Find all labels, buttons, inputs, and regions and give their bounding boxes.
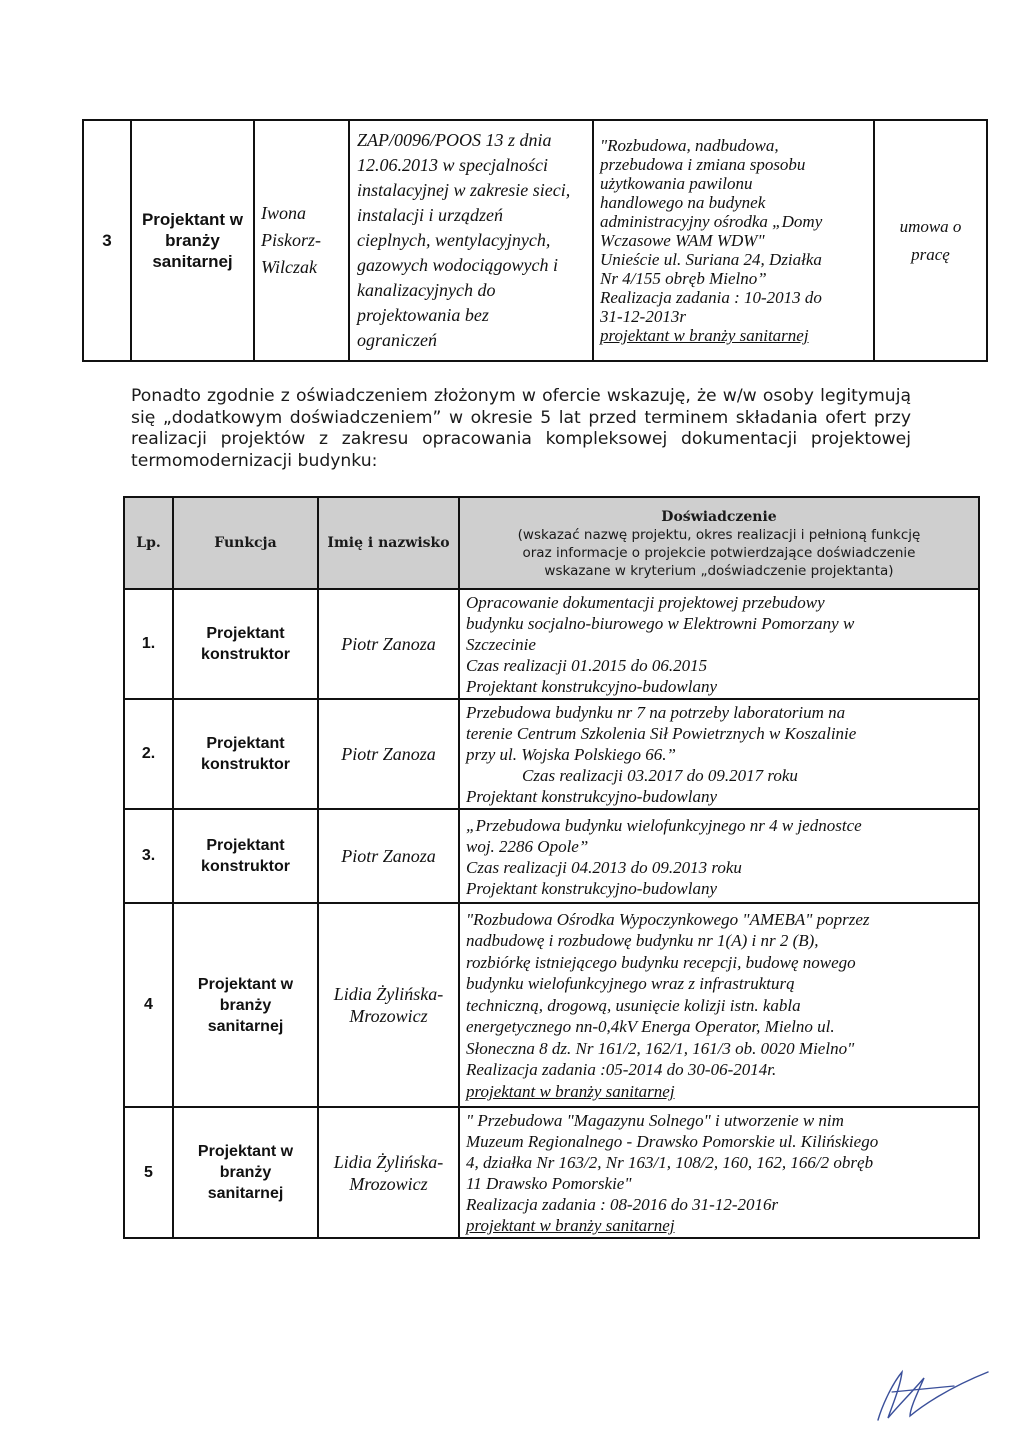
qualification-line: cieplnych, wentylacyjnych, (357, 230, 551, 250)
function-cell: Projektant w branży sanitarnej (131, 120, 254, 361)
experience-role: projektant w branży sanitarnej (600, 326, 809, 345)
experience-line: Muzeum Regionalnego - Drawsko Pomorskie ul. Kilińskiego (466, 1132, 879, 1151)
experience-line: Realizacja zadania :05-2014 do 30-06-2014r. (466, 1060, 777, 1080)
table-row (124, 1107, 979, 1238)
function-cell (173, 1107, 318, 1238)
experience-line: Przebudowa budynku nr 7 na potrzeby laboratorium na (466, 703, 846, 722)
table-row (83, 120, 987, 361)
lp-cell: 4 (124, 903, 173, 1107)
experience-cell (593, 120, 874, 361)
table-header-row (124, 497, 979, 589)
name-line: Iwona (261, 203, 306, 223)
function-cell (173, 589, 318, 699)
experience-line: administracyjny ośrodka „Domy (600, 212, 823, 231)
experience-line: „Przebudowa budynku wielofunkcyjnego nr 4 w jednostce (466, 815, 862, 835)
name-cell (318, 1107, 459, 1238)
lp-cell: 2. (124, 699, 173, 809)
contract-cell (874, 120, 987, 361)
name-cell (318, 809, 459, 903)
lp-cell: 1. (124, 589, 173, 699)
experience-cell (459, 809, 979, 903)
experience-table (123, 496, 980, 1239)
experience-line: techniczną, drogową, usunięcie kolizji istn. kabla (466, 995, 801, 1015)
experience-line: terenie Centrum Szkolenia Sił Powietrznych w Koszalinie (466, 724, 857, 743)
experience-line: budynku wielofunkcyjnego wraz z infrastrukturą (466, 974, 795, 994)
function-line: sanitarnej (207, 1185, 284, 1202)
experience-line: budynku socjalno-biurowego w Elektrowni Pomorzany w (466, 614, 855, 633)
experience-line: "Rozbudowa, nadbudowa, (600, 136, 779, 155)
table-row (124, 589, 979, 699)
experience-cell (459, 1107, 979, 1238)
table-row (124, 699, 979, 809)
function-line: Projektant (206, 837, 285, 854)
function-line: Projektant (206, 625, 285, 642)
experience-cell (459, 699, 979, 809)
function-cell (173, 903, 318, 1107)
name-line: Wilczak (261, 257, 317, 277)
function-line: konstruktor (201, 756, 290, 773)
function-line: konstruktor (201, 858, 290, 875)
experience-role: projektant w branży sanitarnej (466, 1216, 675, 1235)
name-line: Lidia Żylińska- (333, 1151, 444, 1172)
experience-line: Projektant konstrukcyjno-budowlany (466, 878, 718, 898)
qualifications-table (82, 119, 988, 362)
header-experience (459, 497, 979, 589)
name-line: Piskorz- (261, 230, 321, 250)
experience-line: Wczasowe WAM WDW" (600, 231, 765, 250)
experience-line: rozbiórkę istniejącego budynku recepcji, budowę nowego (466, 952, 856, 972)
function-line: branży (219, 1164, 272, 1181)
name-cell (318, 699, 459, 809)
experience-line: Czas realizacji 04.2013 do 09.2013 roku (466, 857, 742, 877)
intro-paragraph: Ponadto zgodnie z oświadczeniem złożonym w ofercie wskazuję, że w/w osoby legitymują się „dodatkowym doświadczeniem” w okresie 5 lat przed terminem składania ofert przy realizacji projektów z zakresu opracowania kompleksowej dokumentacji projektowej termomodernizacji budynku: (131, 386, 911, 471)
header-experience-title: Doświadczenie (661, 508, 777, 525)
experience-line: 31-12-2013r (600, 307, 686, 326)
experience-line: Realizacja zadania : 10-2013 do (600, 288, 822, 307)
qualification-line: kanalizacyjnych do (357, 280, 496, 300)
contract-line: pracę (911, 244, 950, 264)
qualification-line: projektowania bez (357, 305, 489, 325)
header-experience-note: (wskazać nazwę projektu, okres realizacji i pełnioną funkcję (517, 526, 921, 543)
table-row (124, 809, 979, 903)
lp-cell: 3 (83, 120, 131, 361)
header-lp: Lp. (124, 497, 173, 589)
lp-cell: 3. (124, 809, 173, 903)
lp-cell: 5 (124, 1107, 173, 1238)
experience-line: użytkowania pawilonu (600, 174, 753, 193)
name-line: Piotr Zanoza (341, 846, 436, 866)
name-line: Piotr Zanoza (341, 634, 436, 654)
name-cell (318, 589, 459, 699)
experience-line: Realizacja zadania : 08-2016 do 31-12-2016r (466, 1195, 779, 1214)
function-line: Projektant w (197, 975, 294, 993)
experience-line: 11 Drawsko Pomorskie" (466, 1174, 632, 1193)
qualification-line: ZAP/0096/POOS 13 z dnia (357, 130, 552, 150)
function-line: branży (219, 996, 272, 1014)
experience-line: woj. 2286 Opole” (466, 836, 589, 856)
name-cell (318, 903, 459, 1107)
experience-line: " Przebudowa "Magazynu Solnego" i utworzenie w nim (466, 1111, 844, 1130)
qualification-line: ograniczeń (357, 330, 437, 350)
table-row (124, 903, 979, 1107)
experience-line: "Rozbudowa Ośrodka Wypoczynkowego "AMEBA" poprzez (466, 909, 870, 929)
function-line: Projektant w (197, 1143, 294, 1160)
function-cell (173, 699, 318, 809)
signature-image (862, 1362, 992, 1426)
function-line: konstruktor (201, 646, 290, 663)
experience-line: przy ul. Wojska Polskiego 66.” (466, 745, 676, 764)
experience-line: Słoneczna 8 dz. Nr 161/2, 162/1, 161/3 ob. 0020 Mielno" (466, 1038, 855, 1058)
name-line: Piotr Zanoza (341, 744, 436, 764)
header-name: Imię i nazwisko (318, 497, 459, 589)
experience-line: Opracowanie dokumentacji projektowej przebudowy (466, 593, 825, 612)
header-experience-note: oraz informacje o projekcie potwierdzające doświadczenie (522, 544, 916, 561)
experience-line: handlowego na budynek (600, 193, 766, 212)
name-line: Mrozowicz (349, 1173, 428, 1194)
experience-line: Projektant konstrukcyjno-budowlany (466, 787, 718, 806)
name-line: Mrozowicz (349, 1006, 428, 1026)
experience-line: Unieście ul. Suriana 24, Działka (600, 250, 822, 269)
qualification-line: instalacji i urządzeń (357, 205, 504, 225)
qualification-cell (349, 120, 593, 361)
name-line: Lidia Żylińska- (333, 984, 444, 1004)
qualification-line: instalacyjnej w zakresie sieci, (357, 180, 571, 200)
name-cell (254, 120, 349, 361)
qualification-line: 12.06.2013 w specjalności (357, 155, 548, 175)
experience-line: Czas realizacji 01.2015 do 06.2015 (466, 656, 708, 675)
experience-cell (459, 589, 979, 699)
experience-line: Szczecinie (466, 635, 536, 654)
function-line: Projektant (206, 735, 285, 752)
header-experience-note: wskazane w kryterium „doświadczenie projektanta) (544, 562, 894, 579)
experience-line: Czas realizacji 03.2017 do 09.2017 roku (522, 766, 798, 785)
experience-role: projektant w branży sanitarnej (466, 1081, 675, 1101)
experience-line: Nr 4/155 obręb Mielno” (600, 269, 767, 288)
contract-line: umowa o (899, 216, 962, 236)
function-cell (173, 809, 318, 903)
experience-cell (459, 903, 979, 1107)
qualification-line: gazowych wodociągowych i (357, 255, 558, 275)
header-function: Funkcja (173, 497, 318, 589)
experience-line: przebudowa i zmiana sposobu (600, 155, 806, 174)
experience-line: nadbudowę i rozbudowę budynku nr 1(A) i nr 2 (B), (466, 931, 819, 951)
experience-line: 4, działka Nr 163/2, Nr 163/1, 108/2, 160, 162, 166/2 obręb (466, 1153, 874, 1172)
experience-line: energetycznego nn-0,4kV Energa Operator, Mielno ul. (466, 1017, 835, 1037)
experience-line: Projektant konstrukcyjno-budowlany (466, 677, 718, 696)
function-line: sanitarnej (207, 1017, 284, 1035)
